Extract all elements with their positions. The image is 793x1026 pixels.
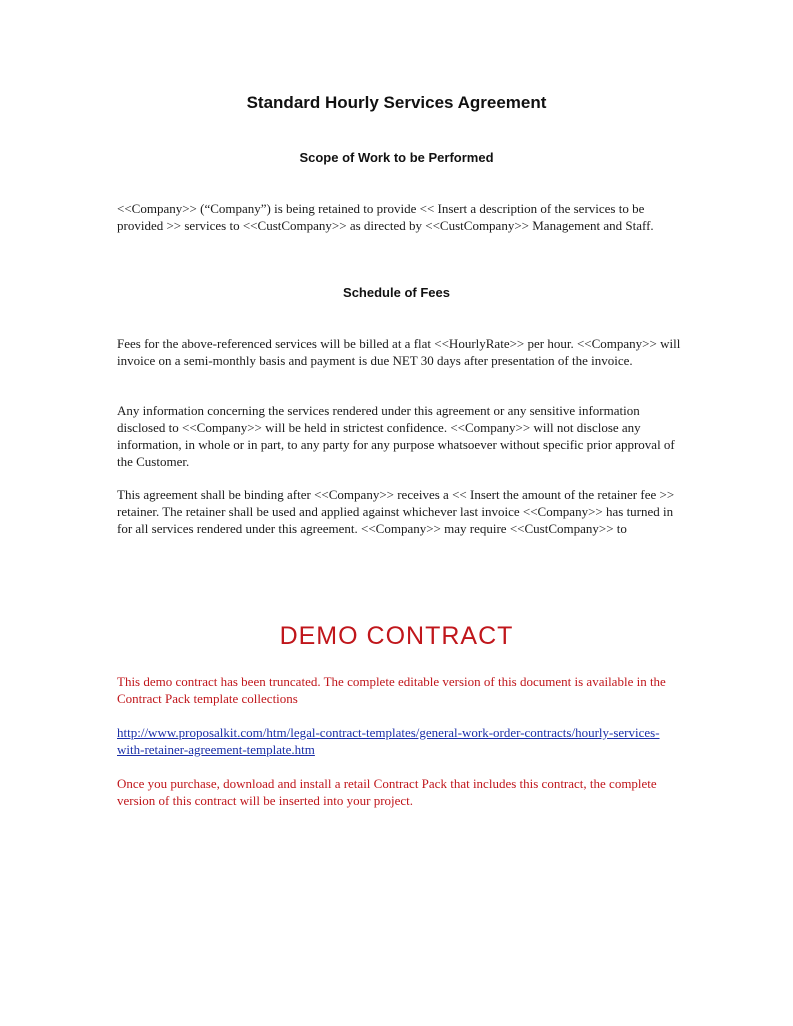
scope-paragraph: <<Company>> (“Company”) is being retained to provide << Insert a description of the services to be provided >> services to <<CustCompany>> as directed by <<CustCompany>> Management and Staff.	[117, 201, 654, 233]
confidentiality-paragraph: Any information concerning the services rendered under this agreement or any sensitive information disclosed to <<Company>> will be held in strictest confidence. <<Company>> will not disclose any information, in whole or in part, to any party for any purpose whatsoever without specific prior approval of the Customer.	[117, 403, 675, 469]
template-link-paragraph	[117, 724, 682, 758]
scope-heading: Scope of Work to be Performed	[299, 150, 494, 165]
truncated-notice: This demo contract has been truncated. The complete editable version of this document is available in the Contract Pack template collections	[117, 674, 666, 706]
fees-heading: Schedule of Fees	[343, 285, 450, 300]
template-link[interactable]: http://www.proposalkit.com/htm/legal-contract-templates/general-work-order-contracts/hourly-services-with-retainer-agreement-template.htm	[117, 725, 660, 757]
purchase-notice: Once you purchase, download and install a retail Contract Pack that includes this contract, the complete version of this contract will be inserted into your project.	[117, 776, 657, 808]
demo-contract-heading: DEMO CONTRACT	[279, 622, 514, 650]
fees-paragraph: Fees for the above-referenced services will be billed at a flat <<HourlyRate>> per hour. <<Company>> will invoice on a semi-monthly basis and payment is due NET 30 days after presentation of the invoice.	[117, 336, 681, 368]
retainer-paragraph: This agreement shall be binding after <<Company>> receives a << Insert the amount of the retainer fee >> retainer. The retainer shall be used and applied against whichever last invoice <<Company>> has turned in for all services rendered under this agreement. <<Company>> may require <<CustCompany>> to	[117, 487, 675, 536]
document-title: Standard Hourly Services Agreement	[246, 93, 547, 112]
